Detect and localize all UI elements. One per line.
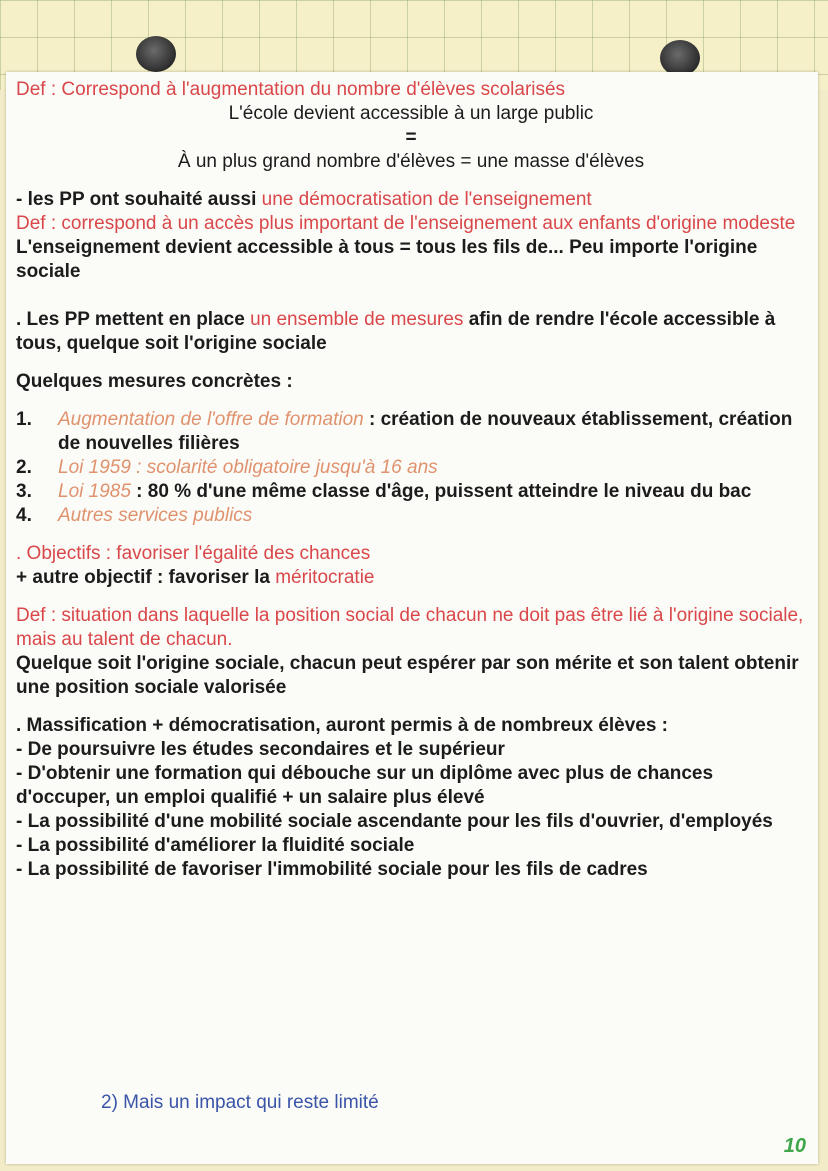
mesures-list [16,408,806,528]
definition-line: À un plus grand nombre d'élèves = une masse d'élèves [177,151,645,172]
list-item: 4. Autres services publics [16,505,253,526]
massification-bullets [16,738,806,882]
list-item: 1. Augmentation de l'offre de formation : création de nouveaux établissement, création de nouvelles filières [16,409,793,454]
definition-meritocratie: Def : situation dans laquelle la position social de chacun ne doit pas être lié à l'origine sociale, mais au talent de chacun. [16,605,804,650]
massification-intro: . Massification + démocratisation, auront permis à de nombreux élèves : [16,715,669,736]
section-heading: 2) Mais un impact qui reste limité [101,1092,379,1113]
definition-line: L'école devient accessible à un large public [228,103,594,124]
page-number: 10 [783,1135,806,1157]
list-item: - La possibilité d'améliorer la fluidité sociale [16,835,415,856]
objectifs-line: . Objectifs : favoriser l'égalité des chances [16,543,371,564]
list-item: 2. Loi 1959 : scolarité obligatoire jusqu'à 16 ans [16,457,438,478]
list-item: - La possibilité d'une mobilité sociale ascendante pour les fils d'ouvrier, d'employés [16,811,773,832]
meritocratie-body: Quelque soit l'origine sociale, chacun peut espérer par son mérite et son talent obtenir une position sociale valorisée [16,653,799,698]
list-item: - De poursuivre les études secondaires et le supérieur [16,739,505,760]
note-text [16,78,806,882]
list-item: - La possibilité de favoriser l'immobilité sociale pour les fils de cadres [16,859,648,880]
note-page [6,72,818,1164]
mesures-intro: . Les PP mettent en place un ensemble de mesures afin de rendre l'école accessible à tous, quelque soit l'origine sociale [16,309,776,354]
definition-democratisation: Def : correspond à un accès plus important de l'enseignement aux enfants d'origine modeste [16,213,796,234]
list-item: 3. Loi 1985 : 80 % d'une même classe d'âge, puissent atteindre le niveau du bac [16,481,752,502]
equals-sign: = [405,127,417,148]
objectifs-line: + autre objectif : favoriser la méritocratie [16,567,375,588]
list-item: - D'obtenir une formation qui débouche sur un diplôme avec plus de chances d'occuper, un emploi qualifié + un salaire plus élevé [16,763,714,808]
mesures-heading: Quelques mesures concrètes : [16,371,293,392]
democratisation-body: L'enseignement devient accessible à tous = tous les fils de... Peu importe l'origine sociale [16,237,758,282]
definition-massification: Def : Correspond à l'augmentation du nombre d'élèves scolarisés [16,79,566,100]
democratisation-line: - les PP ont souhaité aussi une démocratisation de l'enseignement [16,189,592,210]
binder-hole [660,40,700,76]
binder-hole [136,36,176,72]
